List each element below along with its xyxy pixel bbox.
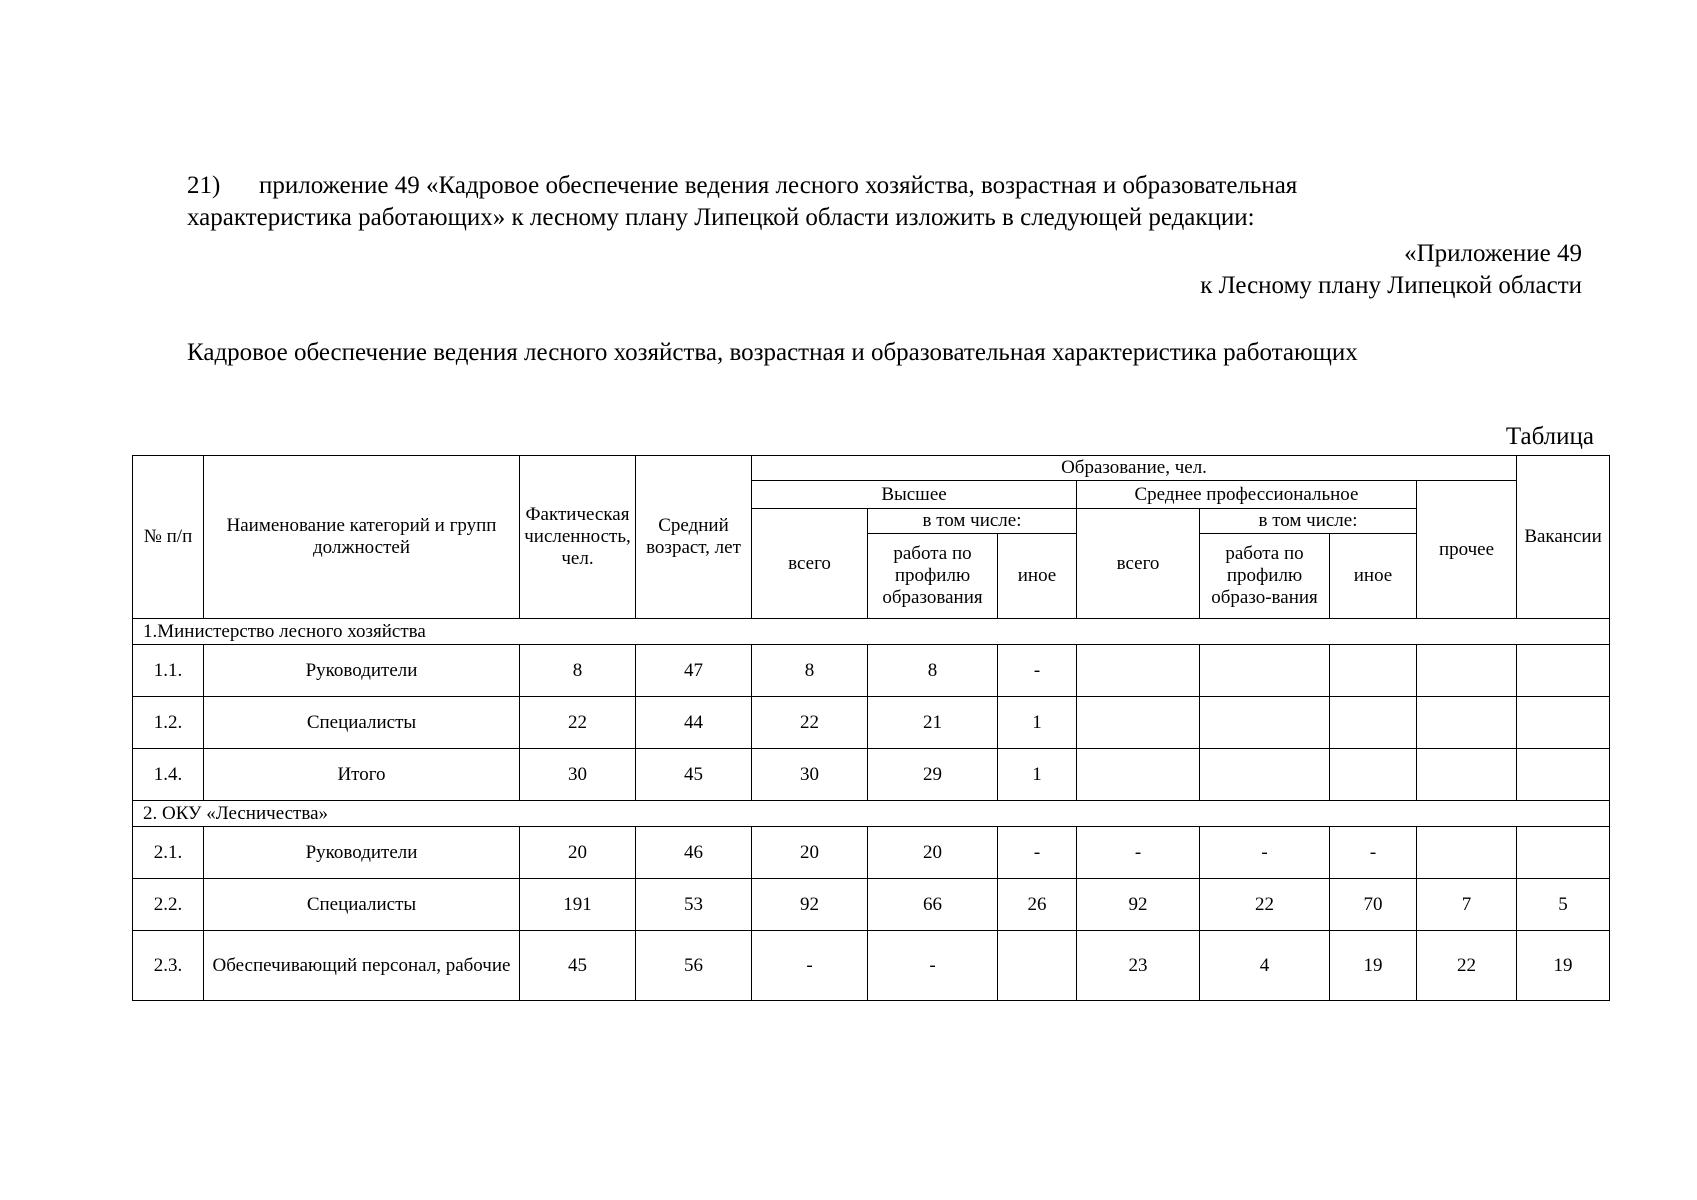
header-profile-secondary: работа по профилю образо-вания: [1200, 534, 1330, 619]
cell: [1330, 749, 1417, 801]
header-row-1: [133, 456, 1610, 481]
cell: [1077, 697, 1200, 749]
cell: [1517, 749, 1610, 801]
cell: 22: [1200, 879, 1330, 931]
cell: [1417, 645, 1517, 697]
cell: Руководители: [204, 827, 520, 879]
cell: 30: [752, 749, 868, 801]
section-row: [133, 619, 1610, 645]
header-secondary: Среднее профессиональное: [1077, 481, 1417, 509]
cell: -: [998, 645, 1077, 697]
intro-line-2: характеристика работающих» к лесному плану Липецкой области изложить в следующей редакции:: [187, 204, 1255, 231]
cell: 20: [520, 827, 636, 879]
cell: 20: [868, 827, 998, 879]
cell: 70: [1330, 879, 1417, 931]
cell: 1.4.: [133, 749, 204, 801]
header-age: Средний возраст, лет: [636, 456, 752, 619]
cell: 53: [636, 879, 752, 931]
cell: [1200, 697, 1330, 749]
cell: 21: [868, 697, 998, 749]
cell: 19: [1330, 931, 1417, 1001]
section-row: [133, 801, 1610, 827]
cell: -: [1200, 827, 1330, 879]
cell: 8: [752, 645, 868, 697]
cell: 19: [1517, 931, 1610, 1001]
table-label: Таблица: [1505, 423, 1594, 450]
cell: 8: [520, 645, 636, 697]
cell: 44: [636, 697, 752, 749]
cell: [1077, 645, 1200, 697]
cell: 22: [752, 697, 868, 749]
header-profile-higher: работа по профилю образования: [868, 534, 998, 619]
cell: 7: [1417, 879, 1517, 931]
table-row: [133, 697, 1610, 749]
cell: 23: [1077, 931, 1200, 1001]
cell: 92: [752, 879, 868, 931]
header-other-secondary: иное: [1330, 534, 1417, 619]
cell: 20: [752, 827, 868, 879]
header-total-secondary: всего: [1077, 509, 1200, 619]
header-vacancies: Вакансии: [1517, 456, 1610, 619]
table-row: [133, 749, 1610, 801]
cell: 92: [1077, 879, 1200, 931]
table-row: [133, 827, 1610, 879]
intro-paragraph: [187, 170, 1587, 234]
cell: [1417, 827, 1517, 879]
table-row: [133, 645, 1610, 697]
header-misc: прочее: [1417, 481, 1517, 619]
header-total-higher: всего: [752, 509, 868, 619]
cell: Обеспечивающий персонал, рабочие: [204, 931, 520, 1001]
cell: Специалисты: [204, 697, 520, 749]
document-title: Кадровое обеспечение ведения лесного хозяйства, возрастная и образовательная характеристика работающих: [187, 339, 1358, 366]
appendix-heading: [1200, 238, 1582, 302]
header-incl-secondary: в том числе:: [1200, 509, 1417, 534]
item-number: 21): [187, 172, 221, 199]
cell: Специалисты: [204, 879, 520, 931]
cell: 47: [636, 645, 752, 697]
cell: -: [752, 931, 868, 1001]
appendix-line-2: к Лесному плану Липецкой области: [1200, 272, 1582, 299]
header-incl-higher: в том числе:: [868, 509, 1077, 534]
section-title: 1.Министерство лесного хозяйства: [133, 619, 1610, 645]
cell: [1330, 645, 1417, 697]
cell: [1417, 749, 1517, 801]
cell: 1.2.: [133, 697, 204, 749]
cell: [1200, 749, 1330, 801]
cell: 2.1.: [133, 827, 204, 879]
appendix-line-1: «Приложение 49: [1404, 240, 1582, 267]
cell: 4: [1200, 931, 1330, 1001]
cell: -: [1077, 827, 1200, 879]
cell: -: [868, 931, 998, 1001]
cell: 22: [520, 697, 636, 749]
cell: 5: [1517, 879, 1610, 931]
header-education: Образование, чел.: [752, 456, 1517, 481]
cell: 66: [868, 879, 998, 931]
cell: [1517, 645, 1610, 697]
cell: -: [1330, 827, 1417, 879]
cell: [1417, 697, 1517, 749]
intro-line-1: [187, 170, 1587, 202]
cell: 1.1.: [133, 645, 204, 697]
cell: [1200, 645, 1330, 697]
cell: [1517, 697, 1610, 749]
cell: 22: [1417, 931, 1517, 1001]
cell: 1: [998, 749, 1077, 801]
cell: 30: [520, 749, 636, 801]
header-actual: Фактическая численность, чел.: [520, 456, 636, 619]
table-row: [133, 931, 1610, 1001]
cell: 46: [636, 827, 752, 879]
table-row: [133, 879, 1610, 931]
cell: [1330, 697, 1417, 749]
cell: 26: [998, 879, 1077, 931]
header-other-higher: иное: [998, 534, 1077, 619]
cell: Руководители: [204, 645, 520, 697]
cell: 191: [520, 879, 636, 931]
cell: 45: [520, 931, 636, 1001]
header-num: № п/п: [133, 456, 204, 619]
cell: 56: [636, 931, 752, 1001]
cell: 8: [868, 645, 998, 697]
staffing-table: [132, 455, 1610, 1001]
header-higher: Высшее: [752, 481, 1077, 509]
header-name: Наименование категорий и групп должностей: [204, 456, 520, 619]
cell: 2.3.: [133, 931, 204, 1001]
cell: -: [998, 827, 1077, 879]
cell: 29: [868, 749, 998, 801]
cell: [1077, 749, 1200, 801]
cell: 2.2.: [133, 879, 204, 931]
cell: Итого: [204, 749, 520, 801]
cell: 1: [998, 697, 1077, 749]
cell: 45: [636, 749, 752, 801]
section-title: 2. ОКУ «Лесничества»: [133, 801, 1610, 827]
cell: [1517, 827, 1610, 879]
cell: [998, 931, 1077, 1001]
intro-text-1: приложение 49 «Кадровое обеспечение ведения лесного хозяйства, возрастная и образовательная: [259, 172, 1298, 199]
